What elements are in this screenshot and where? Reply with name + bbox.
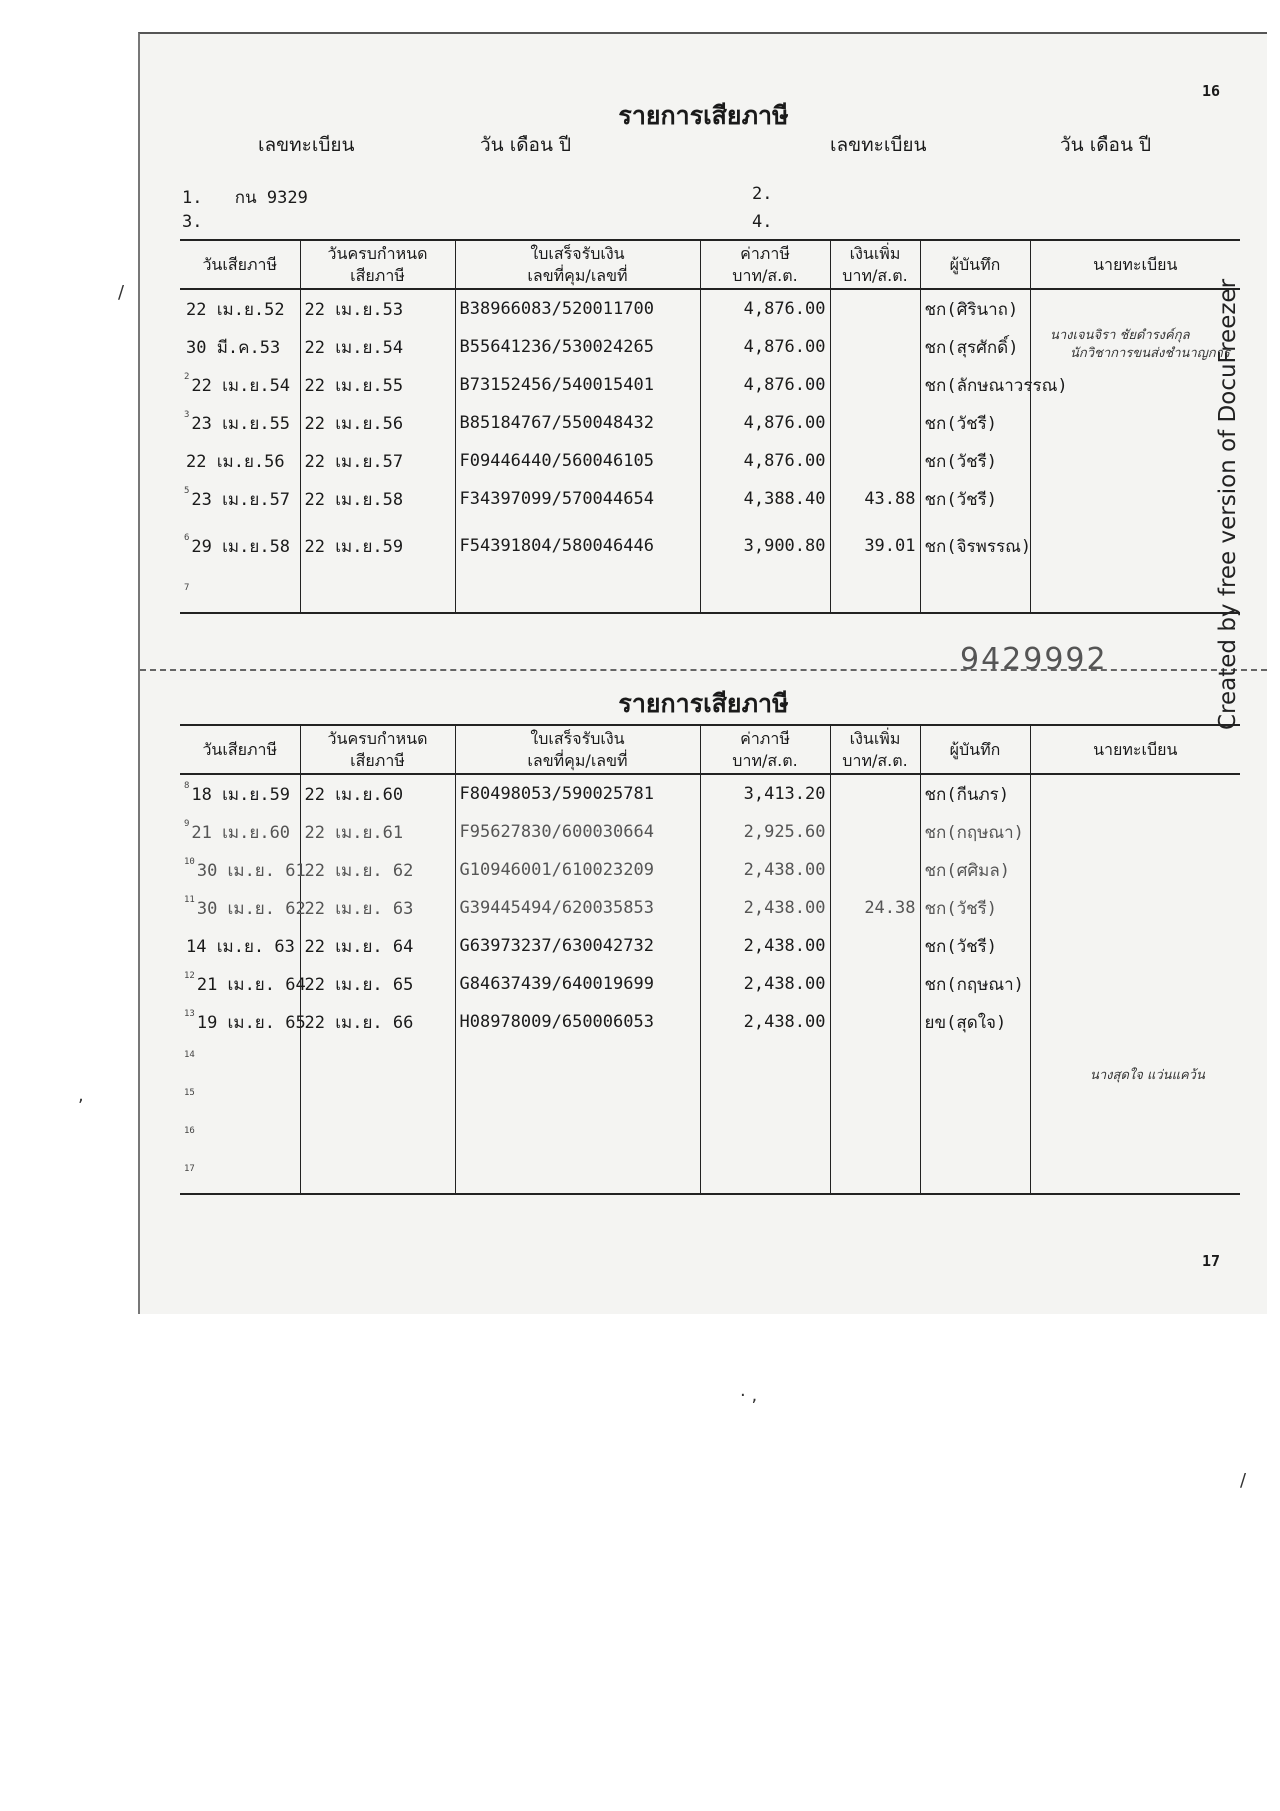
cell-registrar [1030,404,1240,442]
cell-recorder: ชก(ศิรินาถ) [920,289,1030,328]
cell-tax: 2,925.60 [700,813,830,851]
cell-registrar [1030,574,1240,613]
cell-recorder [920,1155,1030,1194]
col-surcharge: เงินเพิ่ม บาท/ส.ต. [830,240,920,289]
cell-tax [700,574,830,613]
cell-paid: 14 เม.ย. 63 [180,927,300,965]
cell-receipt [455,1155,700,1194]
table-row [180,289,1240,328]
cell-surcharge: 24.38 [830,889,920,927]
stamp-fragment: 9429992 [960,642,1108,677]
cell-registrar [1030,965,1240,1003]
signature-note: นางสุดใจ แว่นแคว้น [1090,1068,1205,1083]
cell-due [300,1155,455,1194]
cell-tax: 4,388.40 [700,480,830,518]
reg-header-1: เลขทะเบียน [258,134,355,156]
cell-tax: 4,876.00 [700,289,830,328]
table-row [180,851,1240,889]
table-row [180,518,1240,574]
cell-registrar [1030,1155,1240,1194]
cell-surcharge [830,927,920,965]
cell-tax: 4,876.00 [700,328,830,366]
tax-table-bottom [180,724,1240,1195]
cell-tax [700,1079,830,1117]
cell-tax [700,1155,830,1194]
reg-line-2: 2. [752,184,773,204]
cell-tax: 2,438.00 [700,889,830,927]
cell-receipt: B85184767/550048432 [455,404,700,442]
cell-recorder: ชก(วัชรี) [920,480,1030,518]
cell-receipt: H08978009/650006053 [455,1003,700,1041]
cell-due [300,1041,455,1079]
table-row [180,1117,1240,1155]
cell-paid: 14 [180,1041,300,1079]
cell-tax: 4,876.00 [700,442,830,480]
cell-surcharge [830,574,920,613]
col-recorder: ผู้บันทึก [920,725,1030,774]
cell-recorder [920,1041,1030,1079]
cell-due: 22 เม.ย. 66 [300,1003,455,1041]
cell-recorder: ชก(วัชรี) [920,889,1030,927]
cell-paid: $^{11}$ 30 เม.ย. 62 [180,889,300,927]
cell-paid: 22 เม.ย.52 [180,289,300,328]
cell-receipt: G10946001/610023209 [455,851,700,889]
table-row [180,404,1240,442]
cell-due [300,574,455,613]
reg-line-1 [182,184,308,211]
col-receipt: ใบเสร็จรับเงิน เลขที่คุม/เลขที่ [455,240,700,289]
cell-tax: 2,438.00 [700,927,830,965]
cell-paid: 7 [180,574,300,613]
table-row [180,774,1240,813]
cell-tax: 3,900.80 [700,518,830,574]
table-row [180,927,1240,965]
table-row [180,574,1240,613]
cell-tax [700,1117,830,1155]
cell-paid: $^3$ 23 เม.ย.55 [180,404,300,442]
cell-surcharge: 43.88 [830,480,920,518]
cell-tax: 2,438.00 [700,965,830,1003]
reg-line-no: 1. [182,188,203,208]
cell-due: 22 เม.ย.53 [300,289,455,328]
cell-surcharge [830,1117,920,1155]
cell-surcharge: 39.01 [830,518,920,574]
cell-due: 22 เม.ย.59 [300,518,455,574]
cell-due [300,1117,455,1155]
cell-recorder [920,1079,1030,1117]
cell-registrar [1030,442,1240,480]
cell-recorder [920,574,1030,613]
cell-receipt: F09446440/560046105 [455,442,700,480]
cell-paid: 30 มี.ค.53 [180,328,300,366]
cell-registrar [1030,289,1240,328]
cell-recorder: ชก(ลักษณาวรรณ) [920,366,1030,404]
cell-due: 22 เม.ย. 64 [300,927,455,965]
tax-table-top [180,239,1240,614]
cell-registrar [1030,1117,1240,1155]
col-surcharge: เงินเพิ่ม บาท/ส.ต. [830,725,920,774]
col-due-date: วันครบกำหนด เสียภาษี [300,725,455,774]
table-row [180,1003,1240,1041]
cell-registrar [1030,927,1240,965]
col-receipt: ใบเสร็จรับเงิน เลขที่คุม/เลขที่ [455,725,700,774]
cell-recorder: ยข(สุดใจ) [920,1003,1030,1041]
cell-paid: $^5$ 23 เม.ย.57 [180,480,300,518]
cell-paid: 16 [180,1117,300,1155]
cell-surcharge [830,1003,920,1041]
cell-receipt: B55641236/530024265 [455,328,700,366]
cell-paid: 15 [180,1079,300,1117]
cell-recorder: ชก(กีนภร) [920,774,1030,813]
col-paid-date: วันเสียภาษี [180,725,300,774]
col-tax: ค่าภาษี บาท/ส.ต. [700,240,830,289]
cell-paid: $^8$ 18 เม.ย.59 [180,774,300,813]
cell-paid: $^2$ 22 เม.ย.54 [180,366,300,404]
col-registrar: นายทะเบียน [1030,240,1240,289]
cell-receipt: G63973237/630042732 [455,927,700,965]
table-row [180,965,1240,1003]
table-row [180,366,1240,404]
cell-due [300,1079,455,1117]
cell-recorder [920,1117,1030,1155]
table-row [180,1079,1240,1117]
cell-receipt: G84637439/640019699 [455,965,700,1003]
cell-receipt [455,1117,700,1155]
reg-header-4: วัน เดือน ปี [1060,134,1152,156]
cell-paid: $^{12}$ 21 เม.ย. 64 [180,965,300,1003]
cell-due: 22 เม.ย.56 [300,404,455,442]
reg-header-3: เลขทะเบียน [830,134,927,156]
cell-receipt: F80498053/590025781 [455,774,700,813]
cell-due: 22 เม.ย.54 [300,328,455,366]
cell-recorder: ชก(กฤษณา) [920,813,1030,851]
cell-registrar [1030,851,1240,889]
cell-registrar [1030,774,1240,813]
cell-registrar [1030,813,1240,851]
cell-recorder: ชก(วัชรี) [920,404,1030,442]
cell-surcharge [830,289,920,328]
cell-surcharge [830,442,920,480]
cell-paid: 22 เม.ย.56 [180,442,300,480]
cell-surcharge [830,813,920,851]
signature-note: นางเจนจิรา ชัยดำรงค์กุล [1050,328,1190,343]
cell-receipt: B38966083/520011700 [455,289,700,328]
cell-recorder: ชก(วัชรี) [920,927,1030,965]
cell-surcharge [830,404,920,442]
stray-mark: · , [740,1385,758,1406]
cell-receipt: F95627830/600030664 [455,813,700,851]
cell-receipt: B73152456/540015401 [455,366,700,404]
cell-surcharge [830,774,920,813]
page-number-top: 16 [1202,82,1221,100]
table-row [180,1155,1240,1194]
cell-tax: 2,438.00 [700,1003,830,1041]
cell-surcharge [830,366,920,404]
reg-line-value: กน 9329 [234,188,308,208]
cell-recorder: ชก(สุรศักดิ์) [920,328,1030,366]
cell-due: 22 เม.ย.57 [300,442,455,480]
reg-line-3: 3. [182,212,203,232]
stray-mark: , [78,1085,84,1106]
cell-paid: $^{10}$ 30 เม.ย. 61 [180,851,300,889]
stray-mark: / [1240,1470,1247,1491]
table-row [180,813,1240,851]
cell-recorder: ชก(จิรพรรณ) [920,518,1030,574]
cell-tax: 2,438.00 [700,851,830,889]
cell-paid: $^6$ 29 เม.ย.58 [180,518,300,574]
reg-line-4: 4. [752,212,773,232]
cell-receipt [455,1041,700,1079]
col-recorder: ผู้บันทึก [920,240,1030,289]
cell-due: 22 เม.ย.60 [300,774,455,813]
col-registrar: นายทะเบียน [1030,725,1240,774]
reg-header-2: วัน เดือน ปี [480,134,572,156]
page-number-bottom: 17 [1202,1252,1221,1270]
watermark-text: Created by free version of DocuFreezer [1215,278,1241,730]
col-due-date: วันครบกำหนด เสียภาษี [300,240,455,289]
cell-due: 22 เม.ย.61 [300,813,455,851]
cell-tax [700,1041,830,1079]
page-title-top: รายการเสียภาษี [618,101,789,130]
cell-due: 22 เม.ย. 65 [300,965,455,1003]
table-row [180,889,1240,927]
col-tax: ค่าภาษี บาท/ส.ต. [700,725,830,774]
cell-due: 22 เม.ย.55 [300,366,455,404]
cell-registrar [1030,889,1240,927]
cell-receipt [455,574,700,613]
cell-recorder: ชก(ศศิมล) [920,851,1030,889]
cell-registrar [1030,518,1240,574]
cell-paid: $^{13}$ 19 เม.ย. 65 [180,1003,300,1041]
signature-note: นักวิชาการขนส่งชำนาญการ [1070,346,1230,361]
cell-surcharge [830,851,920,889]
cell-registrar [1030,480,1240,518]
document-sheet [138,32,1267,1314]
table-row [180,480,1240,518]
page-title-bottom: รายการเสียภาษี [618,689,789,718]
col-paid-date: วันเสียภาษี [180,240,300,289]
cell-recorder: ชก(วัชรี) [920,442,1030,480]
cell-tax: 4,876.00 [700,366,830,404]
cell-tax: 3,413.20 [700,774,830,813]
cell-receipt [455,1079,700,1117]
cell-due: 22 เม.ย. 62 [300,851,455,889]
cell-paid: 17 [180,1155,300,1194]
cell-due: 22 เม.ย.58 [300,480,455,518]
cell-surcharge [830,1155,920,1194]
cell-receipt: F54391804/580046446 [455,518,700,574]
cell-recorder: ชก(กฤษณา) [920,965,1030,1003]
table-header-row [180,240,1240,289]
cell-registrar [1030,1003,1240,1041]
cell-surcharge [830,1079,920,1117]
cell-receipt: F34397099/570044654 [455,480,700,518]
cell-due: 22 เม.ย. 63 [300,889,455,927]
cell-surcharge [830,1041,920,1079]
cell-receipt: G39445494/620035853 [455,889,700,927]
stray-mark: / [118,282,125,303]
table-row [180,1041,1240,1079]
cell-paid: $^9$ 21 เม.ย.60 [180,813,300,851]
cell-tax: 4,876.00 [700,404,830,442]
table-header-row [180,725,1240,774]
table-row [180,442,1240,480]
cell-surcharge [830,328,920,366]
cell-surcharge [830,965,920,1003]
